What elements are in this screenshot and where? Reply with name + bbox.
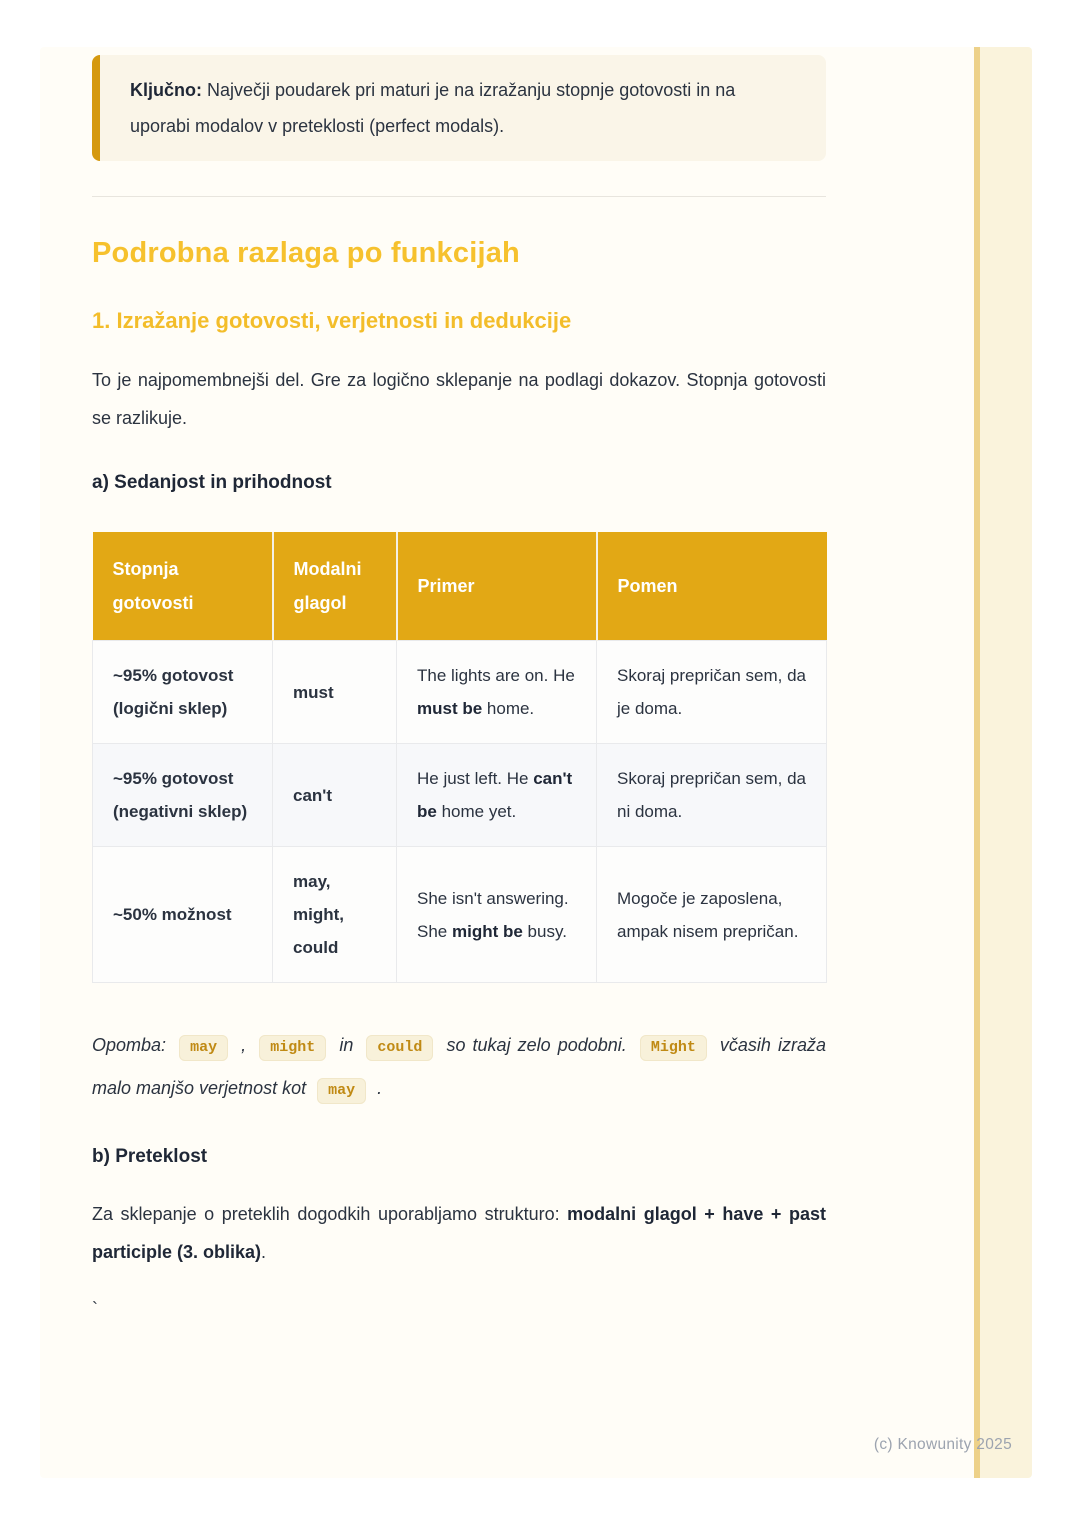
note-text: in (332, 1035, 361, 1055)
past-paragraph (92, 1195, 826, 1271)
cell-pomen: Skoraj prepričan sem, da je doma. (597, 641, 827, 744)
primer-text: busy. (522, 921, 567, 941)
primer-text: He just left. He (417, 769, 534, 788)
section-title: Podrobna razlaga po funkcijah (92, 237, 520, 269)
cell-primer (397, 641, 597, 744)
intro-paragraph: To je najpomembnejši del. Gre za logično sklepanje na podlagi dokazov. Stopnja gotovosti se razlikuje. (92, 370, 826, 428)
note-text: včasih izraža malo manjšo verjetnost kot (92, 1035, 827, 1098)
cell-pomen: Mogoče je zaposlena, ampak nisem prepričan. (597, 847, 827, 983)
col-header-pomen: Pomen (597, 532, 827, 641)
code-chip-may2: may (317, 1078, 366, 1104)
col-header-stopnja: Stopnja gotovosti (93, 532, 273, 641)
right-accent-band (980, 47, 1032, 1478)
code-chip-may: may (179, 1035, 228, 1061)
heading-present-future: a) Sedanjost in prihodnost (92, 472, 332, 493)
cell-pomen: Skoraj prepričan sem, da ni doma. (597, 744, 827, 847)
note-text: Opomba: (92, 1035, 174, 1055)
copyright-watermark: (c) Knowunity 2025 (873, 1436, 1012, 1453)
past-text: . (261, 1242, 267, 1262)
code-chip-could: could (366, 1035, 433, 1061)
cell-level: ~50% možnost (93, 847, 273, 983)
cell-primer (397, 847, 597, 983)
modals-table (92, 532, 827, 983)
note-text: so tukaj zelo podobni. (439, 1035, 634, 1055)
heading-past: b) Preteklost (92, 1146, 208, 1167)
cell-level: ~95% gotovost (negativni sklep) (93, 744, 273, 847)
note-paragraph (92, 1025, 826, 1111)
subsection-title: 1. Izražanje gotovosti, verjetnosti in dedukcije (92, 308, 572, 333)
callout-label: Ključno: (130, 80, 202, 100)
primer-bold: can't be (417, 769, 573, 821)
primer-text: home. (482, 699, 535, 718)
code-chip-might: might (259, 1035, 326, 1061)
primer-text: home yet. (436, 802, 517, 821)
cell-modal: can't (273, 744, 397, 847)
primer-bold: must be (417, 699, 483, 718)
cell-primer (397, 744, 597, 847)
primer-bold: might be (451, 921, 523, 941)
primer-text: She isn't answering. She (417, 888, 569, 941)
stray-backtick: ` (92, 1299, 98, 1319)
table-row (93, 847, 827, 983)
note-text: . (372, 1078, 383, 1098)
cell-level: ~95% gotovost (logični sklep) (93, 641, 273, 744)
cell-modal: must (273, 641, 397, 744)
divider (92, 196, 826, 197)
content-column (92, 55, 826, 1320)
table-row (93, 744, 827, 847)
past-text: Za sklepanje o preteklih dogodkih uporabljamo strukturo: (92, 1204, 568, 1224)
code-chip-Might: Might (640, 1035, 707, 1061)
document-sheet (40, 47, 1032, 1478)
col-header-modalni: Modalni glagol (273, 532, 397, 641)
col-header-primer: Primer (397, 532, 597, 641)
table-row (93, 641, 827, 744)
table-header-row (93, 532, 827, 641)
primer-text: The lights are on. He (417, 666, 575, 685)
cell-modal: may, might, could (273, 847, 397, 983)
key-callout (92, 55, 826, 161)
past-structure-bold: modalni glagol + have + past participle (3. oblika) (92, 1204, 826, 1262)
callout-text: Največji poudarek pri maturi je na izražanju stopnje gotovosti in na uporabi modalov v preteklosti (perfect modals). (130, 80, 736, 136)
note-text: , (234, 1035, 254, 1055)
